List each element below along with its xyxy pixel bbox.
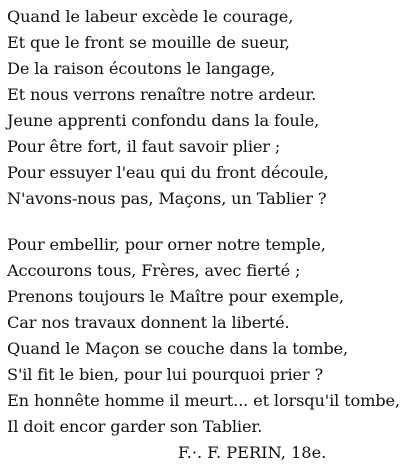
- poem-line: N'avons-nous pas, Maçons, un Tablier ?: [7, 189, 327, 208]
- poem-line: Pour être fort, il faut savoir plier ;: [7, 137, 281, 156]
- stanza-1: [7, 4, 415, 212]
- poem-line: Il doit encor garder son Tablier.: [7, 417, 263, 436]
- poem-line: Quand le labeur excède le courage,: [7, 7, 294, 26]
- poem-line: Accourons tous, Frères, avec fierté ;: [7, 261, 301, 280]
- poem-line: Pour essuyer l'eau qui du front découle,: [7, 163, 329, 182]
- poem-line: S'il fit le bien, pour lui pourquoi prier ?: [7, 365, 324, 384]
- poem-line: Car nos travaux donnent la liberté.: [7, 313, 290, 332]
- poem-line: Prenons toujours le Maître pour exemple,: [7, 287, 344, 306]
- poem-line: Jeune apprenti confondu dans la foule,: [7, 111, 320, 130]
- poem-line: Et que le front se mouille de sueur,: [7, 33, 290, 52]
- poem-line: Quand le Maçon se couche dans la tombe,: [7, 339, 348, 358]
- poem-line: Pour embellir, pour orner notre temple,: [7, 235, 326, 254]
- poem-line: Et nous verrons renaître notre ardeur.: [7, 85, 317, 104]
- poem-signature: F.·. F. PERIN, 18e.: [178, 443, 327, 462]
- stanza-2: [7, 232, 415, 440]
- poem-line: En honnête homme il meurt... et lorsqu'il tombe,: [7, 391, 400, 410]
- poem-line: De la raison écoutons le langage,: [7, 59, 276, 78]
